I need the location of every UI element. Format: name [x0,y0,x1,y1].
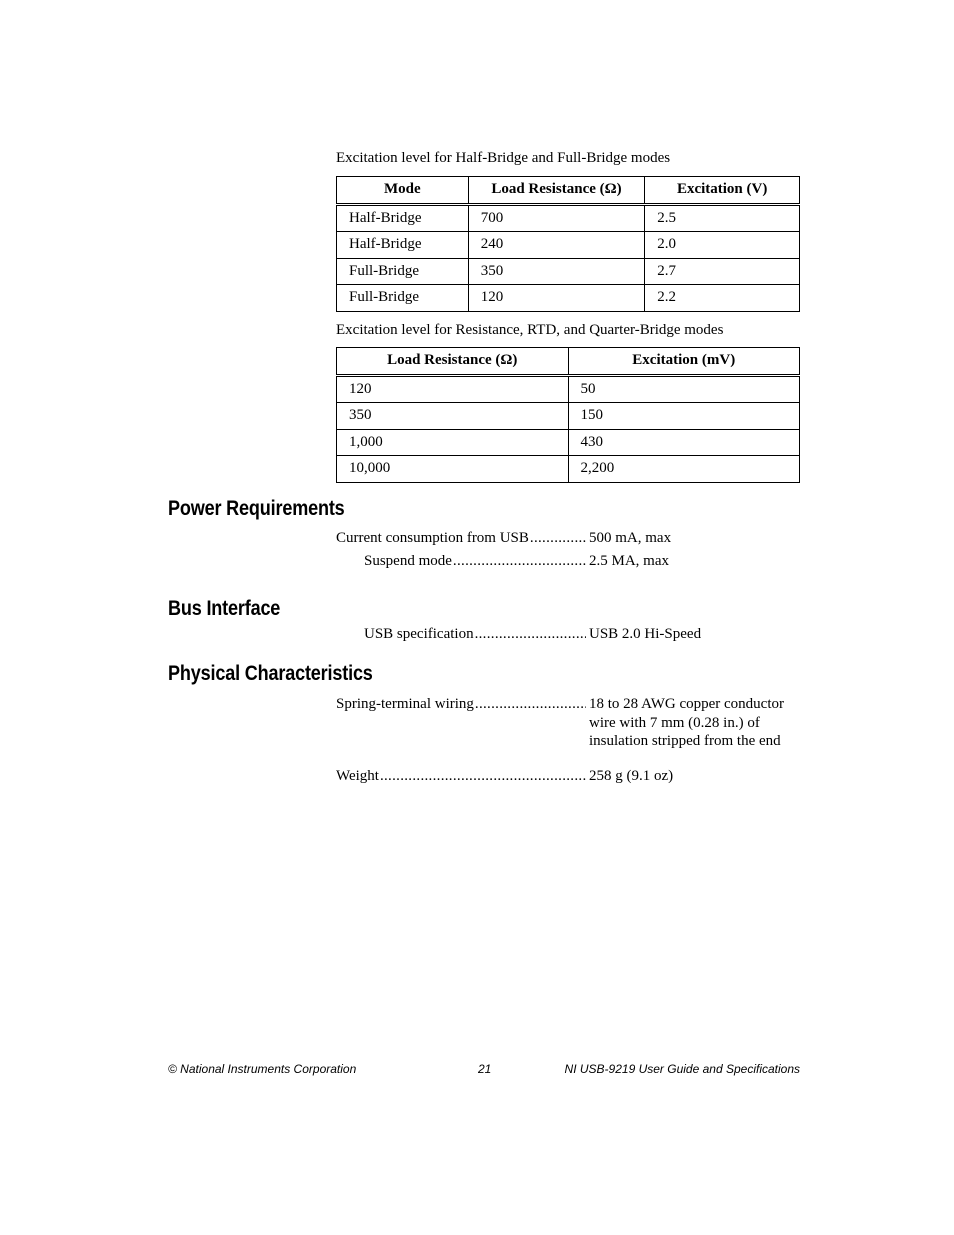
spec-label: Current consumption from USB [336,530,529,546]
table-cell: 240 [468,232,645,259]
table-cell: 430 [568,429,800,456]
table-row [337,258,800,285]
table-cell: Full-Bridge [337,285,469,312]
column-header: Load Resistance (Ω) [337,348,569,376]
leader-dots [379,767,586,786]
leader-dots [452,552,586,571]
table-cell: 2,200 [568,456,800,483]
table-cell: 2.0 [645,232,800,259]
table-cell: 2.2 [645,285,800,312]
spec-value: 258 g (9.1 oz) [589,768,674,784]
section-heading-physical: Physical Characteristics [168,662,373,685]
table-resistance-rtd-quarter-bridge [336,347,800,483]
table-cell: 2.5 [645,204,800,232]
leader-dots [529,529,586,548]
table-cell: 150 [568,403,800,430]
spec-value: 18 to 28 AWG copper conductor wire with 7 mm (0.28 in.) of insulation stripped from the end [589,696,784,749]
footer-document-title: NI USB-9219 User Guide and Specifications [564,1062,800,1076]
spec-current-consumption [336,529,804,548]
table-row [337,429,800,456]
table-cell: 700 [468,204,645,232]
table-cell: 2.7 [645,258,800,285]
table-cell: 120 [337,375,569,403]
table-cell: 10,000 [337,456,569,483]
table-cell: 1,000 [337,429,569,456]
table-header-row [337,177,800,205]
spec-label: Spring-terminal wiring [336,696,474,712]
leader-dots [474,695,586,751]
table-half-full-bridge [336,176,800,312]
table-row [337,403,800,430]
table-cell: Half-Bridge [337,204,469,232]
column-header: Mode [337,177,469,205]
leader-dots [474,625,586,644]
table-cell: 120 [468,285,645,312]
footer-copyright: © National Instruments Corporation [168,1062,357,1076]
spec-value: 2.5 MA, max [589,553,669,569]
table1-caption: Excitation level for Half-Bridge and Full-Bridge modes [336,150,671,166]
table-cell: Half-Bridge [337,232,469,259]
table-row [337,232,800,259]
spec-spring-terminal-wiring [336,695,804,751]
spec-label: Weight [336,768,379,784]
column-header: Excitation (mV) [568,348,800,376]
table-row [337,285,800,312]
spec-weight [336,767,804,786]
spec-usb-specification [364,625,804,644]
spec-label: Suspend mode [364,553,452,569]
section-heading-bus: Bus Interface [168,597,281,620]
spec-suspend-mode [364,552,804,571]
table-row [337,204,800,232]
table-cell: Full-Bridge [337,258,469,285]
table-cell: 350 [468,258,645,285]
spec-value: 500 mA, max [589,530,672,546]
table-cell: 350 [337,403,569,430]
table-row [337,456,800,483]
table2-caption: Excitation level for Resistance, RTD, and Quarter-Bridge modes [336,322,724,338]
table-row [337,375,800,403]
table-header-row [337,348,800,376]
column-header: Load Resistance (Ω) [468,177,645,205]
column-header: Excitation (V) [645,177,800,205]
footer-page-number: 21 [478,1062,492,1076]
section-heading-power: Power Requirements [168,497,345,520]
table-cell: 50 [568,375,800,403]
spec-label: USB specification [364,626,474,642]
spec-value: USB 2.0 Hi-Speed [589,626,702,642]
